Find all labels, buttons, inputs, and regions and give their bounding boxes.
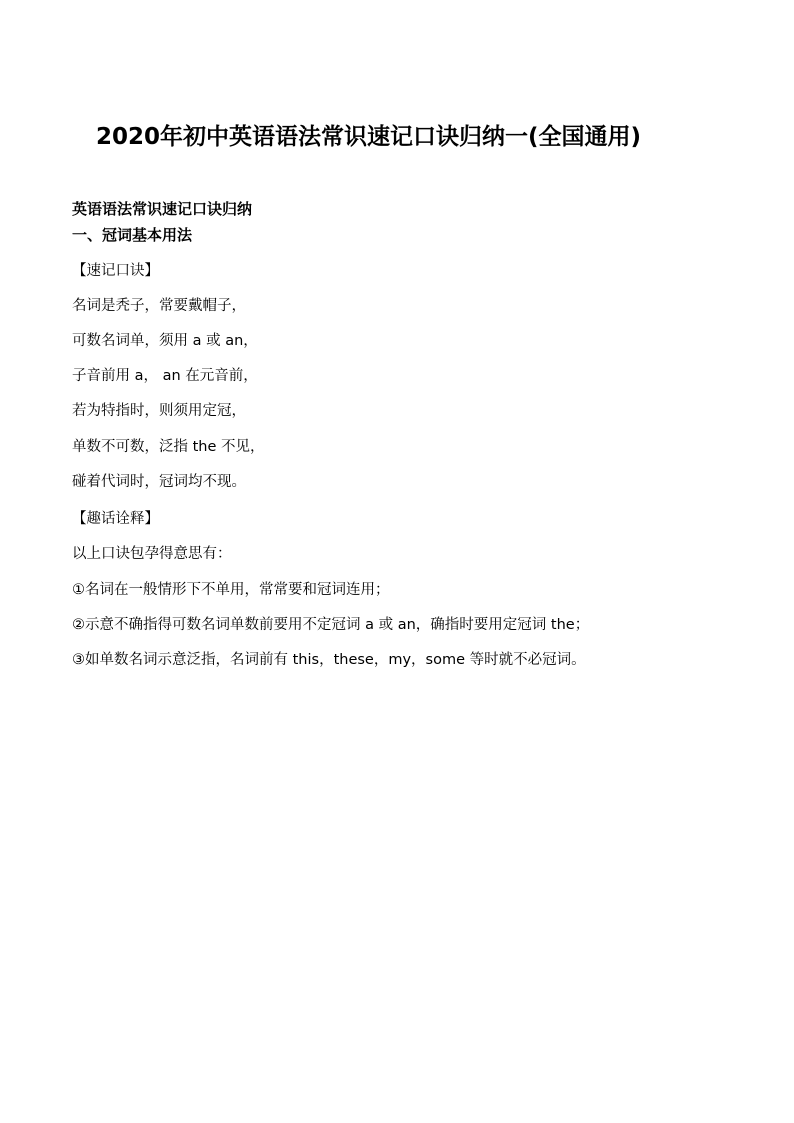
explanation-label: 【趣话诠释】 [72, 511, 159, 527]
mnemonic-line: 可数名词单，须用 a 或 an， [72, 333, 258, 349]
document-title: 2020年初中英语语法常识速记口诀归纳一(全国通用) [96, 124, 642, 150]
mnemonic-line: 名词是秃子，常要戴帽子， [72, 298, 246, 314]
mnemonic-line: 碰着代词时，冠词均不现。 [72, 474, 246, 490]
mnemonic-line: 若为特指时，则须用定冠， [72, 403, 246, 419]
section-heading: 英语语法常识速记口诀归纳 [72, 200, 253, 218]
mnemonic-label: 【速记口诀】 [72, 263, 159, 279]
mnemonic-line: 单数不可数，泛指 the 不见， [72, 439, 265, 455]
explanation-intro: 以上口诀包孕得意思有： [72, 546, 232, 562]
mnemonic-line: 子音前用 a， an 在元音前， [72, 368, 258, 384]
subsection-heading: 一、冠词基本用法 [72, 226, 193, 244]
explanation-point: ②示意不确指得可数名词单数前要用不定冠词 a 或 an，确指时要用定冠词 the； [72, 617, 590, 633]
explanation-point: ①名词在一般情形下不单用，常常要和冠词连用； [72, 582, 390, 598]
explanation-point: ③如单数名词示意泛指，名词前有 this，these，my，some 等时就不必冠词。 [72, 652, 586, 668]
